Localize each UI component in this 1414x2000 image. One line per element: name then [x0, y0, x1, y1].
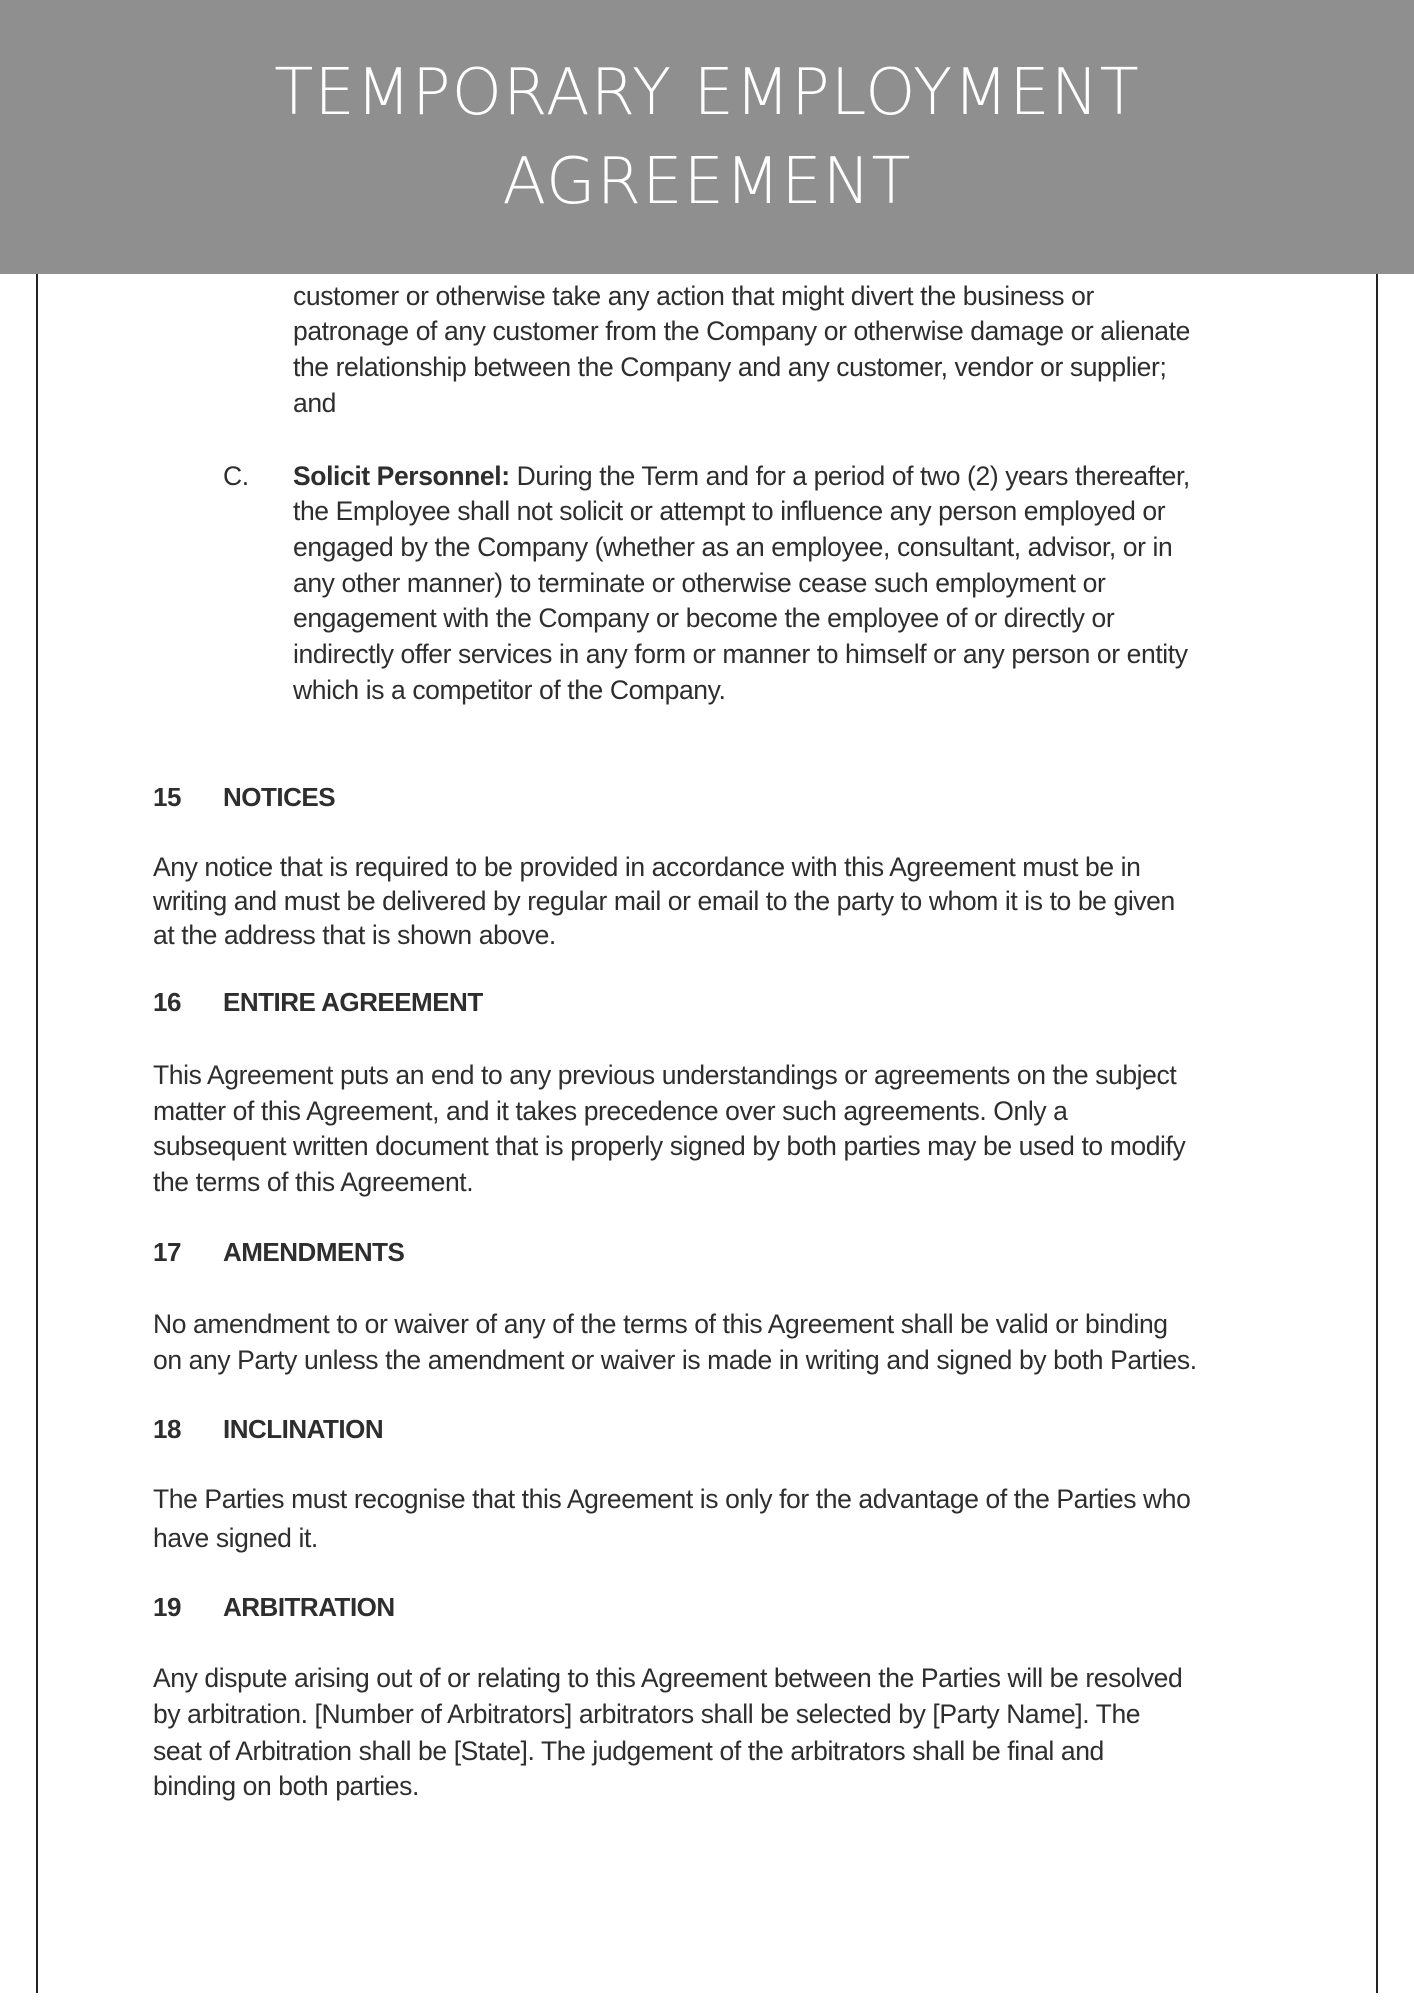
text-line: which is a competitor of the Company. [293, 675, 726, 705]
text-line: by arbitration. [Number of Arbitrators] arbitrators shall be selected by [Party Name]. The [153, 1699, 1141, 1729]
clause-label: Solicit Personnel: [293, 461, 510, 491]
text-line: Any dispute arising out of or relating to this Agreement between the Parties will be resolved [153, 1663, 1183, 1693]
section-heading: ENTIRE AGREEMENT [223, 987, 483, 1017]
text-line: at the address that is shown above. [153, 920, 556, 950]
text-line: writing and must be delivered by regular mail or email to the party to whom it is to be given [153, 886, 1175, 916]
section-heading: AMENDMENTS [223, 1237, 405, 1267]
document-title-line-1: TEMPORARY EMPLOYMENT [274, 56, 1140, 130]
text-line: customer or otherwise take any action that might divert the business or [293, 281, 1094, 311]
text-line: subsequent written document that is properly signed by both parties may be used to modify [153, 1131, 1186, 1161]
text-line [293, 458, 1190, 494]
text-line: have signed it. [153, 1523, 318, 1553]
title-banner [0, 0, 1414, 274]
section-heading: NOTICES [223, 782, 336, 812]
text-line: and [293, 388, 337, 418]
page-left-border [36, 274, 38, 1993]
text-line: engagement with the Company or become the employee of or directly or [293, 603, 1115, 633]
text-line: the relationship between the Company and any customer, vendor or supplier; [293, 352, 1167, 382]
text-line: binding on both parties. [153, 1771, 419, 1801]
text-line: Any notice that is required to be provided in accordance with this Agreement must be in [153, 852, 1141, 882]
section-number: 16 [153, 987, 181, 1017]
text-line: on any Party unless the amendment or waiver is made in writing and signed by both Parties. [153, 1345, 1197, 1375]
section-heading: ARBITRATION [223, 1592, 395, 1622]
text-line: engaged by the Company (whether as an employee, consultant, advisor, or in [293, 532, 1173, 562]
clause-marker: C. [223, 461, 249, 491]
text-line: This Agreement puts an end to any previous understandings or agreements on the subject [153, 1060, 1177, 1090]
text-span: During the Term and for a period of two (2) years thereafter, [509, 461, 1190, 491]
document-title-line-2: AGREEMENT [502, 145, 912, 219]
section-number: 15 [153, 782, 181, 812]
section-number: 17 [153, 1237, 181, 1267]
text-line: seat of Arbitration shall be [State]. The judgement of the arbitrators shall be final and [153, 1736, 1104, 1766]
text-line: indirectly offer services in any form or manner to himself or any person or entity [293, 639, 1188, 669]
text-line: the terms of this Agreement. [153, 1167, 474, 1197]
text-line: patronage of any customer from the Company or otherwise damage or alienate [293, 316, 1190, 346]
text-line: No amendment to or waiver of any of the terms of this Agreement shall be valid or binding [153, 1309, 1168, 1339]
text-line: the Employee shall not solicit or attempt to influence any person employed or [293, 496, 1166, 526]
text-line: matter of this Agreement, and it takes precedence over such agreements. Only a [153, 1096, 1068, 1126]
section-heading: INCLINATION [223, 1414, 384, 1444]
page-right-border [1376, 274, 1378, 1993]
text-line: The Parties must recognise that this Agreement is only for the advantage of the Parties who [153, 1484, 1191, 1514]
text-line: any other manner) to terminate or otherwise cease such employment or [293, 568, 1106, 598]
section-number: 18 [153, 1414, 181, 1444]
section-number: 19 [153, 1592, 181, 1622]
